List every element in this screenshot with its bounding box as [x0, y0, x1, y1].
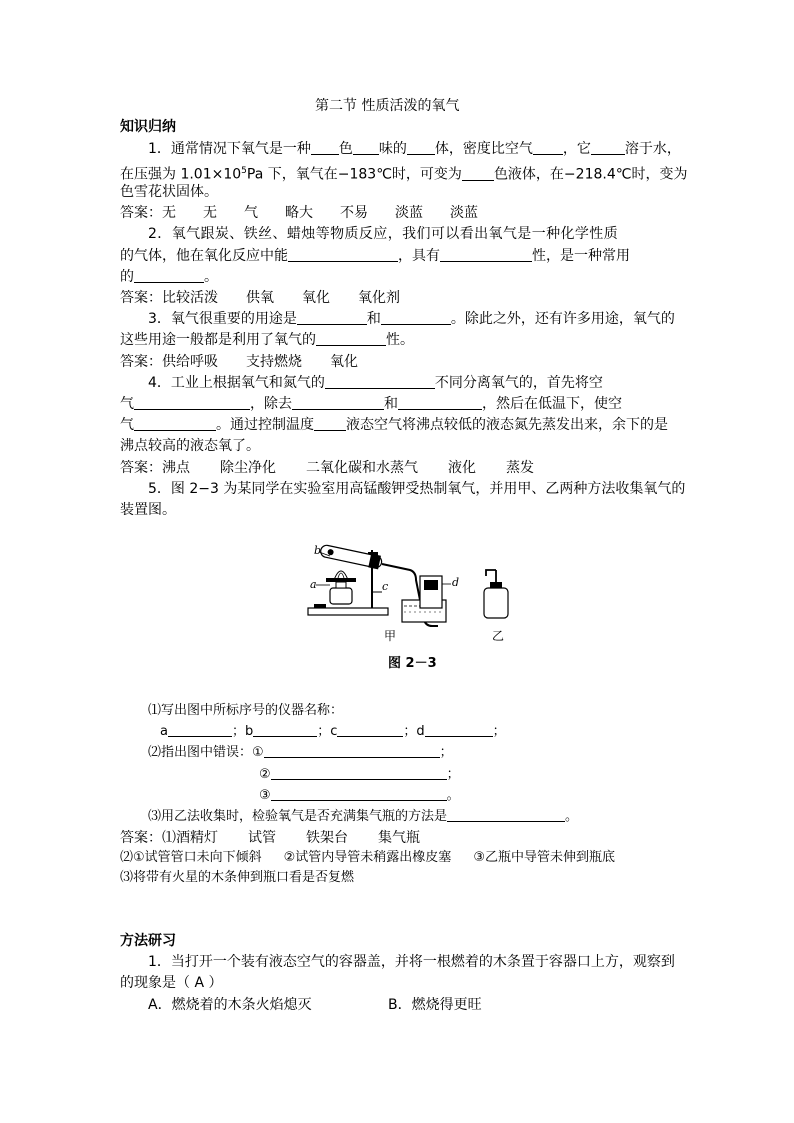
q5-line2: 装置图。	[120, 502, 176, 518]
label-yi: 乙	[492, 629, 505, 643]
q5-sub2-line2: ② ；	[259, 767, 460, 782]
q5-sub3: ⑶用乙法收集时，检验氧气是否充满集气瓶的方法是 。	[148, 809, 579, 824]
test-tube	[319, 543, 383, 570]
figure-caption: 图 2－3	[388, 656, 437, 671]
apparatus-figure	[300, 540, 530, 645]
q2-answer: 答案：比较活泼 供氧 氧化 氧化剂	[120, 290, 400, 306]
m1-option-a: A．燃烧着的木条火焰熄灭	[148, 997, 312, 1013]
label-b: b	[314, 544, 322, 557]
section-heading-methods: 方法研习	[120, 933, 176, 949]
q5-sub2-line1: ⑵指出图中错误：① ；	[148, 745, 453, 760]
q5-sub1: ⑴写出图中所标序号的仪器名称：	[148, 703, 344, 718]
q4-answer: 答案：沸点 除尘净化 二氧化碳和水蒸气 液化 蒸发	[120, 460, 534, 476]
q1-answer: 答案：无 无 气 略大 不易 淡蓝 淡蓝	[120, 205, 478, 221]
q5-sub1-blanks: a ；b ；c ；d ；	[160, 724, 506, 739]
section-heading-knowledge: 知识归纳	[120, 119, 176, 135]
alcohol-lamp	[330, 588, 352, 604]
q5-answer-1: 答案：⑴酒精灯 试管 铁架台 集气瓶	[120, 830, 420, 846]
q2-line2: 的气体，他在氧化反应中能 ，具有 性，是一种常用	[120, 248, 630, 264]
q4-line2: 气 ，除去 和 ，然后在低温下，使空	[120, 396, 622, 412]
page-title: 第二节 性质活泼的氧气	[315, 98, 460, 114]
q5-answer-3: ⑶将带有火星的木条伸到瓶口看是否复燃	[120, 870, 355, 885]
q3-answer: 答案：供给呼吸 支持燃烧 氧化	[120, 354, 358, 370]
m1-line1: 1．当打开一个装有液态空气的容器盖，并将一根燃着的木条置于容器口上方，观察到	[148, 954, 675, 970]
q1-line3: 色雪花状固体。	[120, 184, 218, 200]
stand-base	[308, 608, 388, 615]
q5-answer-2: ⑵①试管管口未向下倾斜 ②试管内导管未稍露出橡皮塞 ③乙瓶中导管未伸到瓶底	[120, 850, 615, 865]
label-a: a	[310, 578, 317, 591]
label-jia: 甲	[384, 629, 397, 643]
q5-line1: 5．图 2−3 为某同学在实验室用高锰酸钾受热制氧气，并用甲、乙两种方法收集氧气的	[148, 481, 686, 497]
label-d: d	[452, 576, 460, 589]
q4-line1: 4．工业上根据氧气和氮气的 不同分离氧气的，首先将空	[148, 375, 603, 391]
q3-line1: 3．氧气很重要的用途是 和 。除此之外，还有许多用途，氧气的	[148, 311, 675, 327]
q1-line1: 1．通常情况下氧气是一种 色 味的 体，密度比空气 ，它 溶于水，	[148, 141, 681, 157]
q1-line2: 在压强为 $1.01\times 10^5Pa$ 下，氧气在−183℃时，可变为 色液体，在−218.4℃时，变为	[120, 166, 688, 183]
q5-sub2-line3: ③ 。	[259, 788, 460, 803]
q4-line3: 气 。通过控制温度 液态空气将沸点较低的液态氮先蒸发出来，余下的是	[120, 417, 668, 433]
m1-option-b: B．燃烧得更旺	[388, 997, 482, 1013]
q2-line1: 2．氧气跟炭、铁丝、蜡烛等物质反应，我们可以看出氧气是一种化学性质	[148, 226, 619, 242]
q3-line2: 这些用途一般都是利用了氧气的 性。	[120, 332, 414, 348]
label-c: c	[382, 580, 389, 593]
m1-line2: 的现象是（ A ）	[120, 975, 223, 991]
collection-bottle-yi	[484, 570, 508, 618]
q4-line4: 沸点较高的液态氧了。	[120, 438, 260, 454]
q2-line3: 的 。	[120, 269, 218, 285]
